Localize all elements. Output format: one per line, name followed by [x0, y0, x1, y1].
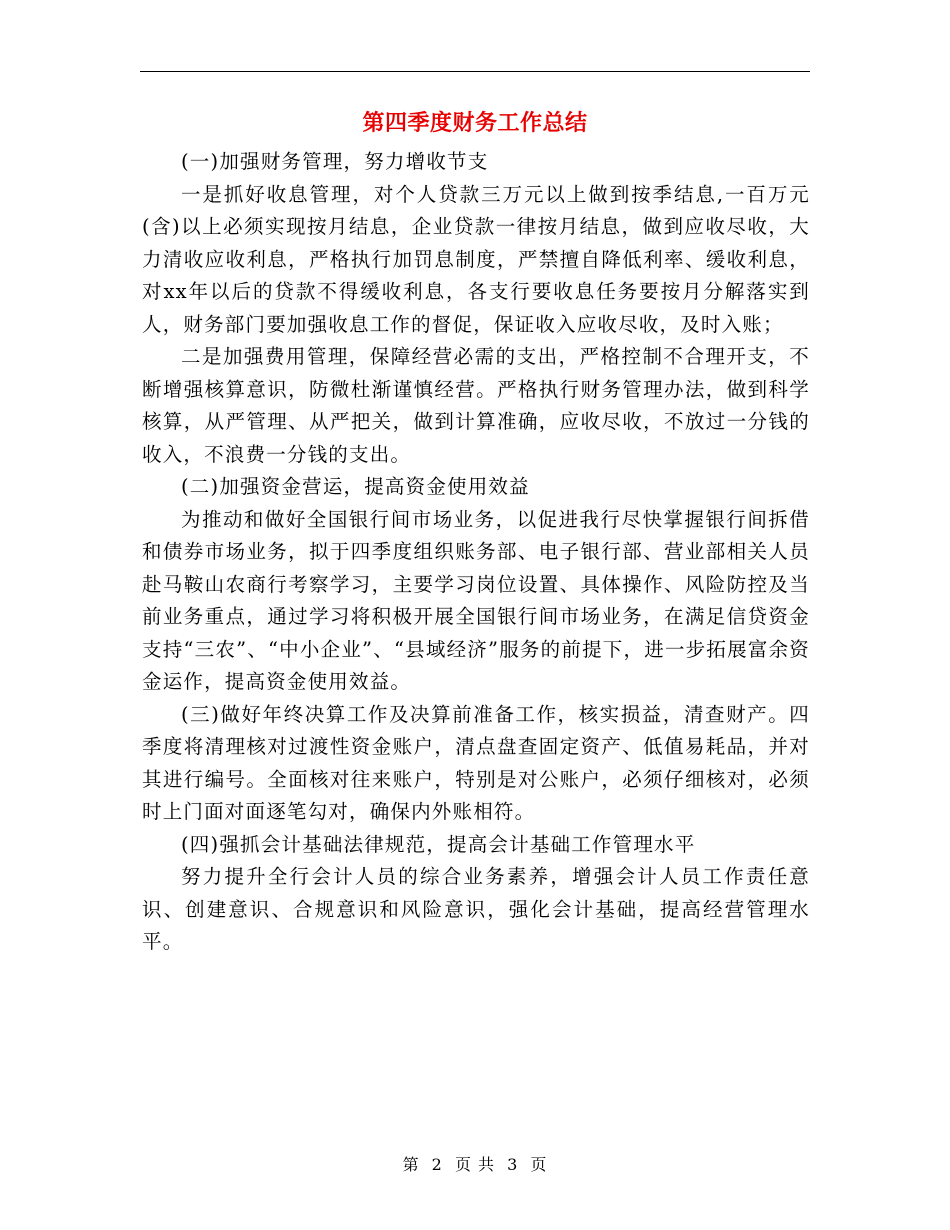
section-heading-3: (三)做好年终决算工作及决算前准备工作，核实损益，清查财产。四季度将清理核对过渡性资金账户，清点盘查固定资产、低值易耗品，并对其进行编号。全面核对往来账户，特别是对公账户，必须仔细核对，必须时上门面对面逐笔勾对，确保内外账相符。 — [142, 702, 810, 823]
page-label-prefix: 第 — [402, 1155, 420, 1174]
current-page-number: 2 — [431, 1155, 443, 1174]
total-pages-number: 3 — [507, 1155, 519, 1174]
page-footer — [0, 1153, 950, 1177]
document-body — [142, 146, 810, 959]
document-title: 第四季度财务工作总结 — [362, 111, 588, 136]
section-heading-2: (二)加强资金营运，提高资金使用效益 — [181, 475, 530, 498]
body-paragraph: 为推动和做好全国银行间市场业务，以促进我行尽快掌握银行间拆借和债券市场业务，拟于四季度组织账务部、电子银行部、营业部相关人员赴马鞍山农商行考察学习，主要学习岗位设置、具体操作、风险防控及当前业务重点，通过学习将积极开展全国银行间市场业务，在满足信贷资金支持“三农”、“中小企业”、“县域经济”服务的前提下，进一步拓展富余资金运作，提高资金使用效益。 — [142, 507, 810, 693]
section-heading-4: (四)强抓会计基础法律规范，提高会计基础工作管理水平 — [181, 832, 696, 856]
body-paragraph: 努力提升全行会计人员的综合业务素养，增强会计人员工作责任意识、创建意识、合规意识和风险意识，强化会计基础，提高经营管理水平。 — [142, 865, 810, 953]
header-rule — [140, 71, 810, 72]
body-paragraph: 二是加强费用管理，保障经营必需的支出，严格控制不合理开支，不断增强核算意识，防微杜渐谨慎经营。严格执行财务管理办法，做到科学核算，从严管理、从严把关，做到计算准确，应收尽收，不放过一分钱的收入，不浪费一分钱的支出。 — [142, 345, 810, 466]
page-label-mid: 页 共 — [454, 1155, 496, 1174]
body-paragraph: 一是抓好收息管理，对个人贷款三万元以上做到按季结息,一百万元(含)以上必须实现按月结息，企业贷款一律按月结息，做到应收尽收，大力清收应收利息，严格执行加罚息制度，严禁擅自降低利率、缓收利息，对xx年以后的贷款不得缓收利息，各支行要收息任务要按月分解落实到人，财务部门要加强收息工作的督促，保证收入应收尽收，及时入账； — [142, 182, 810, 336]
page-label-suffix: 页 — [530, 1155, 548, 1174]
section-heading-1: (一)加强财务管理，努力增收节支 — [181, 150, 489, 173]
